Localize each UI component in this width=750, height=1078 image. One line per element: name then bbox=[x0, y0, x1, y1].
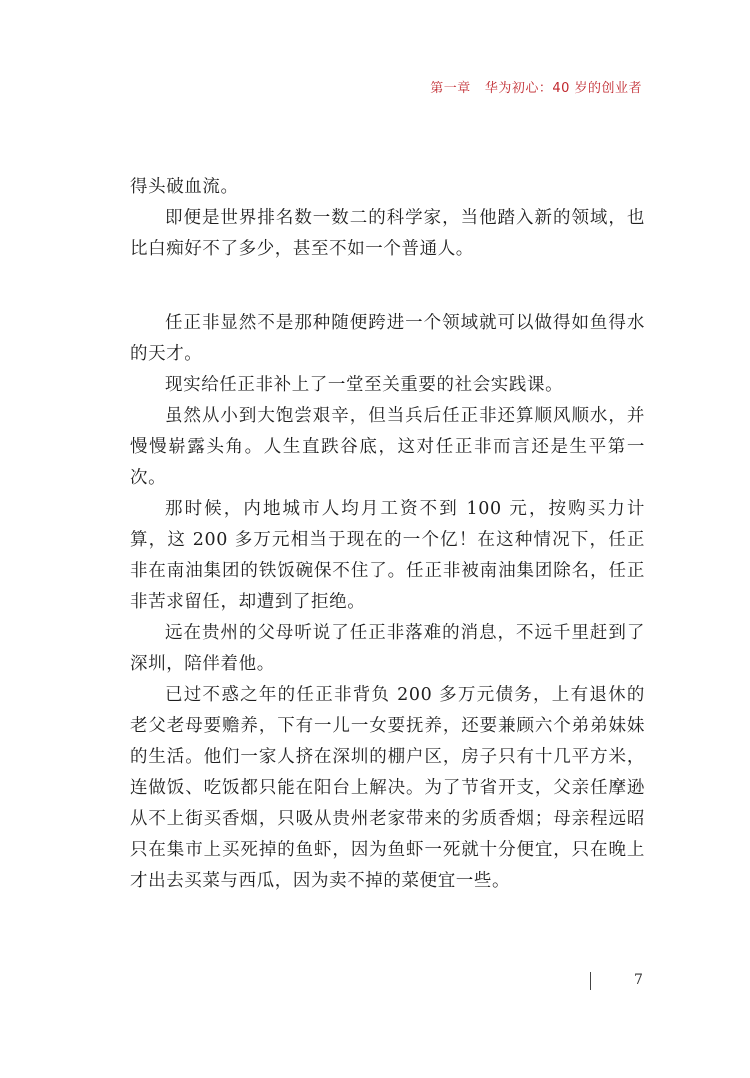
paragraph: 任正非显然不是那种随便跨进一个领域就可以做得如鱼得水的天才。 bbox=[130, 313, 645, 364]
footer-divider bbox=[590, 972, 591, 990]
paragraph: 现实给任正非补上了一堂至关重要的社会实践课。 bbox=[165, 375, 564, 395]
paragraph: 虽然从小到大饱尝艰辛，但当兵后任正非还算顺风顺水，并慢慢崭露头角。人生直跌谷底，这对任正非而言还是生平第一次。 bbox=[130, 406, 645, 488]
body-text bbox=[130, 172, 645, 897]
paragraph: 那时候，内地城市人均月工资不到 100 元，按购买力计算，这 200 多万元相当于现在的一个亿！在这种情况下，任正非在南油集团的铁饭碗保不住了。任正非被南油集团除名，任正非苦求留任，却遭到了拒绝。 bbox=[130, 499, 645, 612]
paragraph: 得头破血流。 bbox=[130, 177, 239, 197]
chapter-label: 第一章 bbox=[430, 81, 471, 96]
paragraph: 即便是世界排名数一数二的科学家，当他踏入新的领域，也比白痴好不了多少，甚至不如一个普通人。 bbox=[130, 208, 645, 259]
paragraph: 远在贵州的父母听说了任正非落难的消息，不远千里赶到了深圳，陪伴着他。 bbox=[130, 623, 645, 674]
paragraph: 已过不惑之年的任正非背负 200 多万元债务，上有退休的老父老母要赡养，下有一儿一女要抚养，还要兼顾六个弟弟妹妹的生活。他们一家人挤在深圳的棚户区，房子只有十几平方米，连做饭、吃饭都只能在阳台上解决。为了节省开支，父亲任摩逊从不上街买香烟，只吸从贵州老家带来的劣质香烟；母亲程远昭只在集市上买死掉的鱼虾，因为鱼虾一死就十分便宜，只在晚上才出去买菜与西瓜，因为卖不掉的菜便宜一些。 bbox=[130, 685, 645, 891]
page-number: 7 bbox=[634, 972, 643, 988]
running-header bbox=[430, 77, 642, 96]
chapter-title: 华为初心：40 岁的创业者 bbox=[484, 81, 642, 96]
